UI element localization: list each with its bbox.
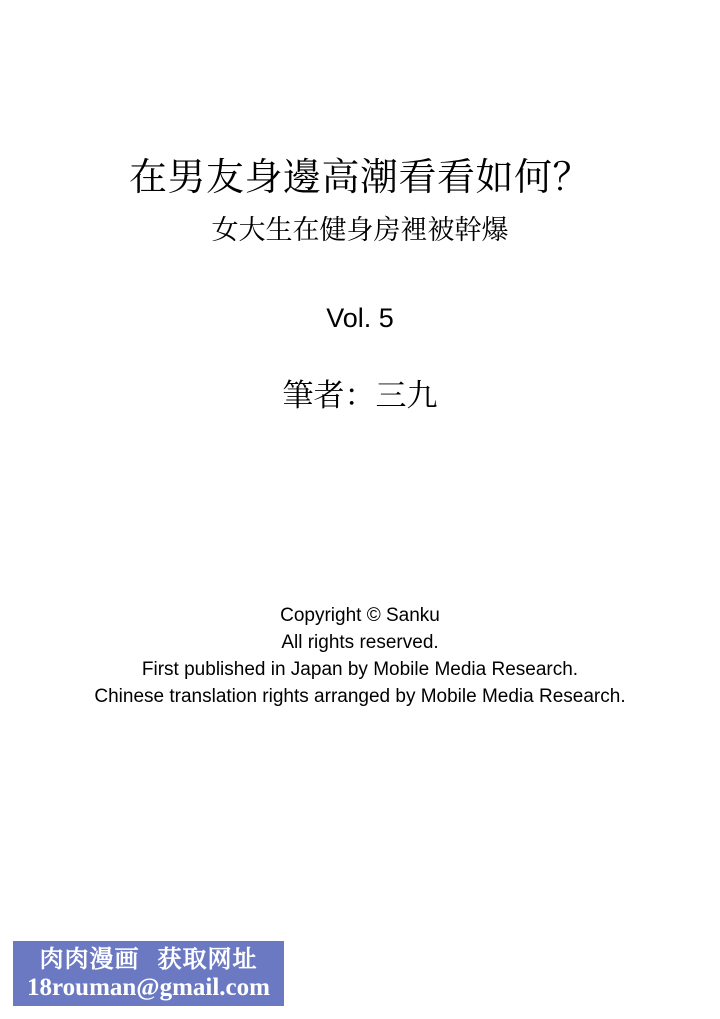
copyright-line: Chinese translation rights arranged by Mobile Media Research.	[94, 686, 626, 707]
banner-brand: 肉肉漫画	[39, 945, 140, 973]
copyright-line: All rights reserved.	[281, 632, 439, 653]
footer-banner	[13, 941, 284, 1006]
copyright-line: Copyright © Sanku	[280, 605, 440, 626]
page-subtitle: 女大生在健身房裡被幹爆	[211, 215, 509, 245]
copyright-line: First published in Japan by Mobile Media Research.	[141, 659, 579, 680]
author-label: 筆者：三九	[282, 378, 438, 413]
copyright-block	[0, 602, 720, 710]
volume-label: Vol. 5	[326, 303, 394, 333]
banner-cta: 获取网址	[157, 945, 258, 973]
banner-tagline	[40, 946, 258, 974]
page-title: 在男友身邊高潮看看如何？	[128, 157, 591, 199]
banner-email: 18rouman@gmail.com	[27, 973, 270, 1001]
